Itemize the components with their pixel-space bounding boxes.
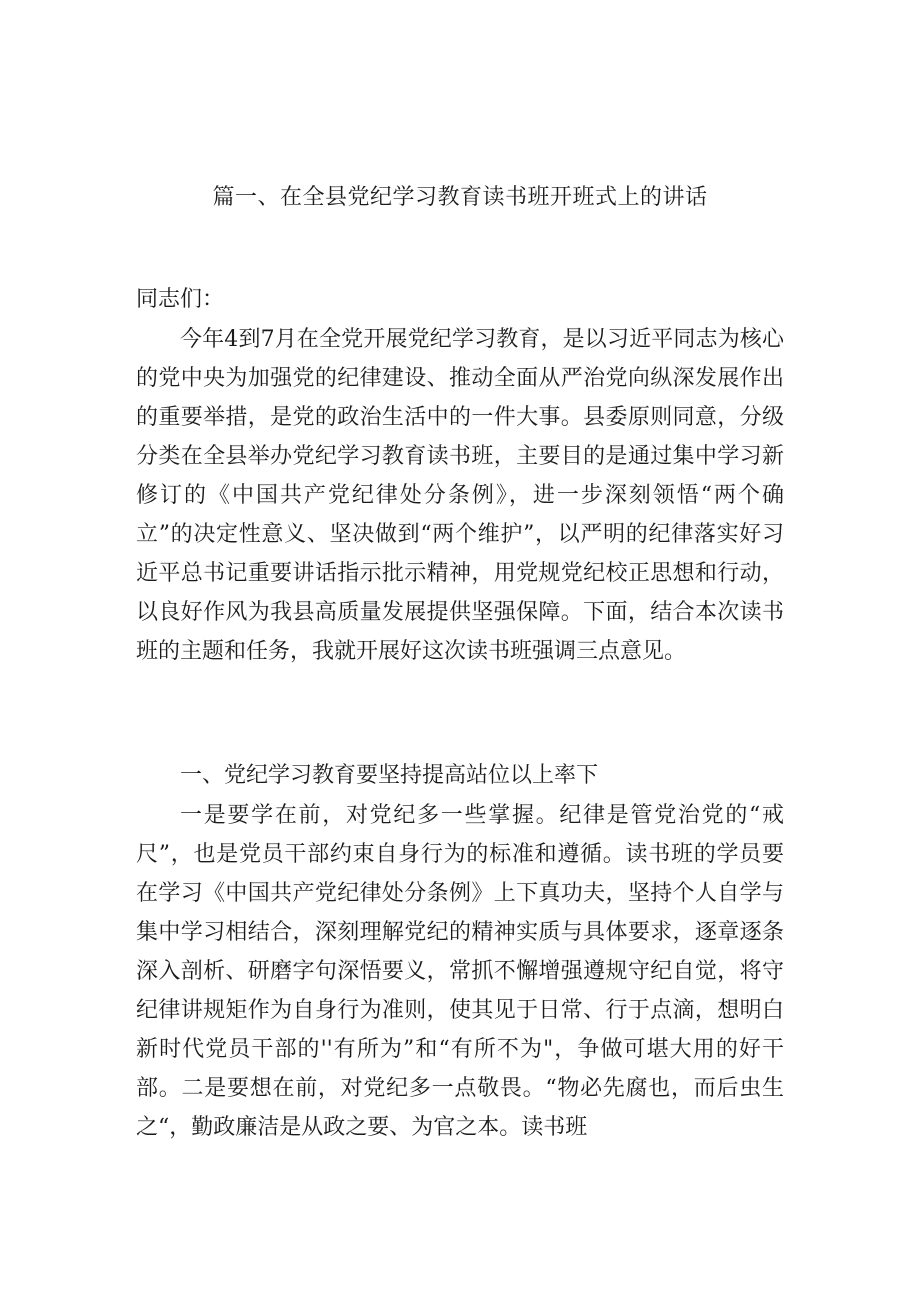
paragraph-section-1: 一是要学在前，对党纪多一些掌握。纪律是管党治党的“戒尺”，也是党员干部约束自身行为的标准和遵循。读书班的学员要在学习《中国共产党纪律处分条例》上下真功夫，坚持个人自学与集中学习相结合，深刻理解党纪的精神实质与具体要求，逐章逐条深入剖析、研磨字句深悟要义，常抓不懈增强遵规守纪自觉，将守纪律讲规矩作为自身行为准则，使其见于日常、行于点滴，想明白新时代党员干部的''有所为”和“有所不为"，争做可堪大用的好干部。二是要想在前，对党纪多一点敬畏。“物必先腐也，而后虫生之“，勤政廉洁是从政之要、为官之本。读书班 — [136, 803, 784, 1140]
paragraph-intro: 今年4到7月在全党开展党纪学习教育，是以习近平同志为核心的党中央为加强党的纪律建设、推动全面从严治党向纵深发展作出的重要举措，是党的政治生活中的一件大事。县委原则同意，分级分类在全县举办党纪学习教育读书班，主要目的是通过集中学习新修订的《中国共产党纪律处分条例》，进一步深刻领悟“两个确立”的决定性意义、坚决做到“两个维护”，以严明的纪律落实好习近平总书记重要讲话指示批示精神，用党规党纪校正思想和行动，以良好作风为我县高质量发展提供坚强保障。下面，结合本次读书班的主题和任务，我就开展好这次读书班强调三点意见。 — [136, 327, 784, 664]
greeting: 同志们： — [136, 287, 225, 312]
section-heading-1: 一、党纪学习教育要坚持提高站位以上率下 — [180, 763, 599, 788]
document-title: 篇一、在全县党纪学习教育读书班开班式上的讲话 — [212, 185, 708, 210]
